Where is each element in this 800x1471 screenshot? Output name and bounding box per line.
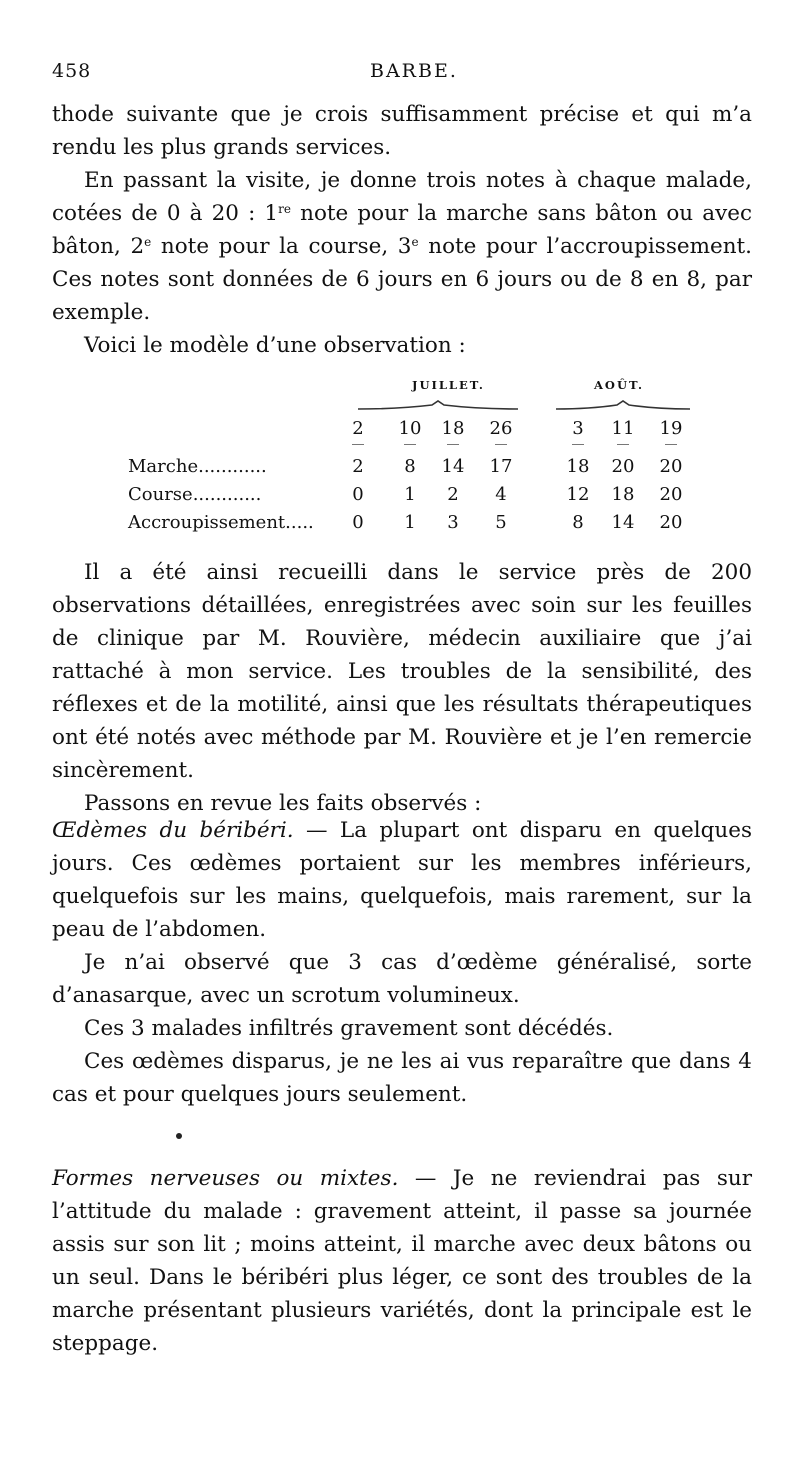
running-head: BARBE. (370, 60, 458, 82)
table-cell: 2 (352, 456, 364, 477)
table-cell: 20 (659, 512, 683, 533)
paragraph-model-intro: Voici le modèle d’une observation : (84, 333, 466, 358)
table-cell: 5 (495, 512, 507, 533)
page-number: 458 (52, 60, 92, 82)
table-cell: 8 (572, 512, 584, 533)
table-column-header: 10 (398, 418, 422, 439)
table-cell: 8 (404, 456, 416, 477)
table-row-label: Accroupissement..... (128, 512, 314, 533)
table-column-rule (665, 444, 677, 445)
paragraph-anasarque: Je n’ai observé que 3 cas d’œdème généralisé, sorte d’anasarque, avec un scrotum volumineux. (52, 950, 752, 1008)
table-cell: 18 (566, 456, 590, 477)
table-cell: 0 (352, 512, 364, 533)
table-cell: 14 (611, 512, 635, 533)
paragraph-recueil: Il a été ainsi recueilli dans le service près de 200 observations détaillées, enregistrées avec soin sur les feuilles de clinique par M. Rouvière, médecin auxiliaire que j’ai rattaché à mon service. Les troubles de la sensibilité, des réflexes et de la motilité, ainsi que les résultats thérapeutiques ont été notés avec méthode par M. Rouvière et je l’en remercie sincèrement. (52, 560, 752, 783)
table-column-rule (572, 444, 584, 445)
table-cell: 12 (566, 484, 590, 505)
text-block-formes (52, 1162, 752, 1360)
section-heading-oedemes: Œdèmes du béribéri. (52, 818, 294, 843)
page-header (52, 60, 752, 90)
table-cell: 20 (659, 456, 683, 477)
table-cell: 20 (611, 456, 635, 477)
table-cell: 2 (447, 484, 459, 505)
table-cell: 1 (404, 512, 416, 533)
table-row-label: Marche............ (128, 456, 267, 477)
paragraph-formes: Formes nerveuses ou mixtes. — Je ne reviendrai pas sur l’attitude du malade : gravement atteint, il passe sa journée assis sur son lit ; moins atteint, il marche avec deux bâtons ou un seul. Dans le béribéri plus léger, ce sont des troubles de la marche présentant plusieurs variétés, dont la principale est le steppage. (52, 1166, 752, 1356)
table-cell: 3 (447, 512, 459, 533)
table-column-rule (495, 444, 507, 445)
table-group-label: AOÛT. (594, 378, 645, 392)
table-column-rule (617, 444, 629, 445)
table-column-header: 19 (659, 418, 683, 439)
table-column-header: 2 (352, 418, 364, 439)
table-column-rule (352, 444, 364, 445)
table-group-brace (556, 400, 690, 412)
paragraph-deces: Ces 3 malades infiltrés gravement sont décédés. (84, 1016, 614, 1041)
ink-dot (176, 1133, 182, 1139)
table-cell: 0 (352, 484, 364, 505)
text-block-observations (52, 556, 752, 820)
text-block-intro (52, 98, 752, 362)
table-cell: 20 (659, 484, 683, 505)
paragraph-notes: En passant la visite, je donne trois notes à chaque malade, cotées de 0 à 20 : 1re note pour la marche sans bâton ou avec bâton, 2e note pour la course, 3e note pour l’accroupissement. Ces notes sont données de 6 jours en 6 jours ou de 8 en 8, par exemple. (52, 168, 753, 325)
table-row-label: Course............ (128, 484, 262, 505)
paragraph-method: thode suivante que je crois suffisamment précise et qui m’a rendu les plus grands services. (52, 102, 752, 160)
table-column-rule (404, 444, 416, 445)
text-block-oedemes (52, 814, 752, 1111)
paragraph-revue: Passons en revue les faits observés : (84, 791, 482, 816)
table-cell: 14 (441, 456, 465, 477)
section-heading-formes: Formes nerveuses ou mixtes. (52, 1166, 399, 1191)
table-column-header: 3 (572, 418, 584, 439)
table-column-header: 11 (611, 418, 635, 439)
table-column-header: 18 (441, 418, 465, 439)
paragraph-oedemes: Œdèmes du béribéri. — La plupart ont disparu en quelques jours. Ces œdèmes portaient sur les membres inférieurs, quelquefois sur les mains, quelquefois, mais rarement, sur la peau de l’abdomen. (52, 818, 752, 942)
table-cell: 18 (611, 484, 635, 505)
table-group-brace (358, 400, 518, 412)
table-group-label: JUILLET. (412, 378, 485, 392)
paragraph-reparition: Ces œdèmes disparus, je ne les ai vus reparaître que dans 4 cas et pour quelques jours seulement. (52, 1049, 752, 1107)
table-cell: 4 (495, 484, 507, 505)
table-column-rule (447, 444, 459, 445)
table-cell: 1 (404, 484, 416, 505)
table-cell: 17 (489, 456, 513, 477)
table-column-header: 26 (489, 418, 513, 439)
